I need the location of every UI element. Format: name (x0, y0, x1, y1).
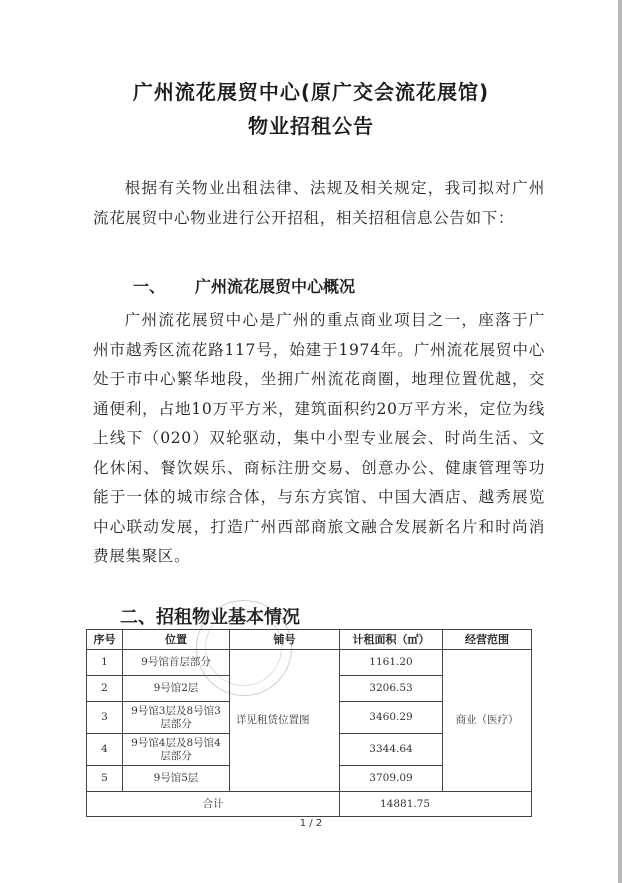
row-no: 2 (87, 676, 123, 702)
row-location: 9号馆3层及8号馆3层部分 (123, 702, 230, 734)
unit-note-cell: 详见租赁位置图 (230, 650, 340, 792)
table-total-row (87, 792, 532, 817)
header-area: 计租面积（㎡） (340, 630, 443, 650)
row-no: 3 (87, 702, 123, 734)
section1-heading (133, 274, 355, 297)
section1-body: 广州流花展贸中心是广州的重点商业项目之一，座落于广州市越秀区流花路117号，始建于1974年。广州流花展贸中心处于市中心繁华地段，坐拥广州流花商圈，地理位置优越，交通便利，占地10万平方米，建筑面积约20万平方米，定位为线上线下（020）双轮驱动，集中小型专业展会、时尚生活、文化休闲、餐饮娱乐、商标注册交易、创意办公、健康管理等功能于一体的城市综合体，与东方宾馆、中国大酒店、越秀展览中心联动发展，打造广州西部商旅文融合发展新名片和时尚消费展集聚区。 (93, 311, 545, 565)
row-no: 4 (87, 734, 123, 766)
scan-edge-mark (618, 0, 622, 883)
row-area: 3206.53 (340, 676, 443, 702)
row-location: 9号馆2层 (123, 676, 230, 702)
header-scope: 经营范围 (443, 630, 532, 650)
header-no: 序号 (87, 630, 123, 650)
section1-heading-text: 广州流花展贸中心概况 (195, 277, 356, 296)
scope-cell: 商业（医疗） (443, 650, 532, 792)
document-title-line1: 广州流花展贸中心(原广交会流花展馆) (132, 80, 490, 104)
row-location: 9号馆4层及8号馆4层部分 (123, 734, 230, 766)
row-location: 9号馆5层 (123, 766, 230, 792)
section1-number: 一、 (133, 277, 166, 296)
row-area: 3344.64 (340, 734, 443, 766)
intro-paragraph (93, 174, 545, 233)
intro-text: 根据有关物业出租法律、法规及相关规定，我司拟对广州流花展贸中心物业进行公开招租，相关招租信息公告如下： (93, 179, 545, 227)
header-location: 位置 (123, 630, 230, 650)
total-label: 合计 (87, 792, 340, 817)
row-area: 1161.20 (340, 650, 443, 676)
section2-heading: 二、招租物业基本情况 (120, 607, 300, 628)
row-location: 9号馆首层部分 (123, 650, 230, 676)
row-area: 3709.09 (340, 766, 443, 792)
page-number: 1 / 2 (299, 818, 323, 829)
rental-property-table (86, 629, 532, 817)
table-header-row (87, 630, 532, 650)
row-area: 3460.29 (340, 702, 443, 734)
section1-paragraph (93, 306, 545, 572)
header-unit: 铺号 (230, 630, 340, 650)
row-no: 1 (87, 650, 123, 676)
total-value: 14881.75 (340, 792, 532, 817)
table-row (87, 650, 532, 676)
row-no: 5 (87, 766, 123, 792)
document-title-line2: 物业招租公告 (248, 114, 374, 138)
